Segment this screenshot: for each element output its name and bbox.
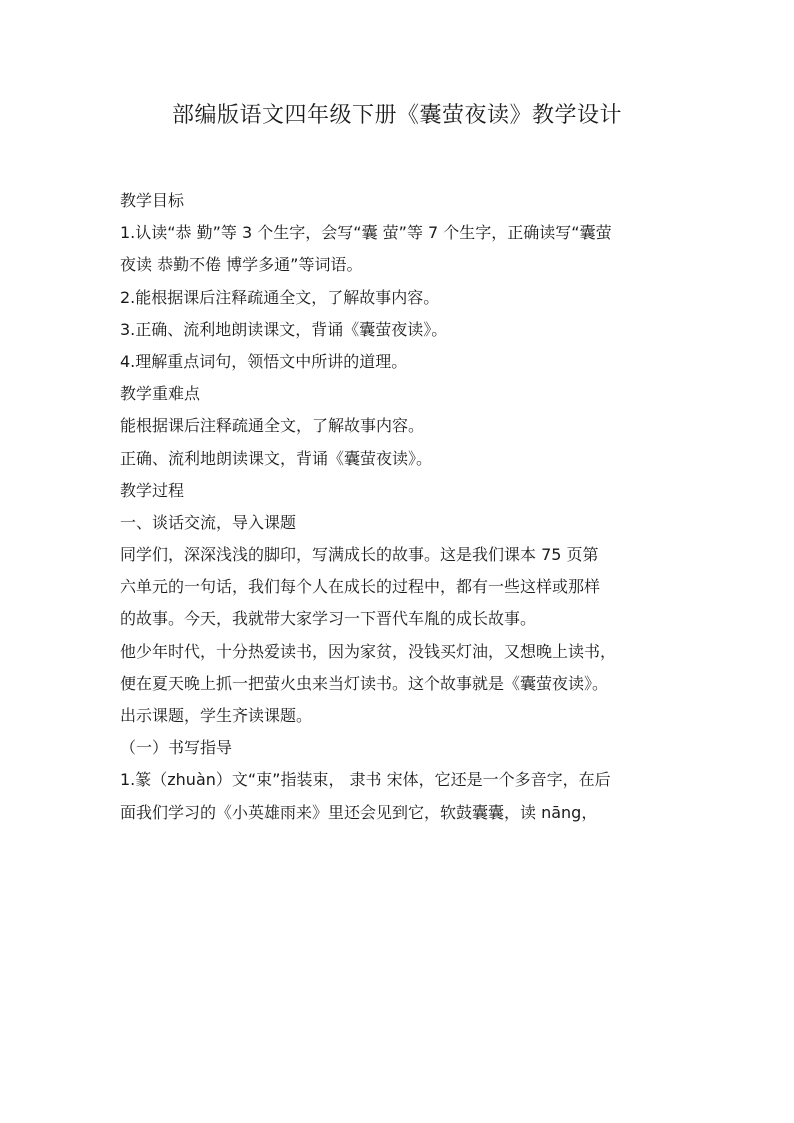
paragraph-line: 的故事。今天，我就带大家学习一下晋代车胤的成长故事。 — [120, 609, 537, 629]
goal-1-line-2: 夜读 恭勤不倦 博学多通”等词语。 — [120, 255, 363, 275]
key-point-1: 能根据课后注释疏通全文，了解故事内容。 — [120, 416, 425, 436]
document-title: 部编版语文四年级下册《囊萤夜读》教学设计 — [171, 103, 622, 128]
paragraph-line: 他少年时代，十分热爱读书，因为家贫，没钱买灯油，又想晚上读书， — [120, 641, 617, 661]
paragraph-line: 六单元的一句话，我们每个人在成长的过程中，都有一些这样或那样 — [120, 577, 601, 597]
process-step-heading: 一、谈话交流，导入课题 — [120, 512, 297, 532]
paragraph-line: 面我们学习的《小英雄雨来》里还会见到它，软鼓囊囊，读 nāng， — [120, 802, 598, 822]
goal-2: 2.能根据课后注释疏通全文，了解故事内容。 — [120, 287, 440, 307]
document-body — [120, 185, 720, 829]
paragraph-line: 1.篆（zhuàn）文“束”指装束， 隶书 宋体，它还是一个多音字，在后 — [120, 770, 611, 790]
section-heading-process: 教学过程 — [120, 480, 185, 500]
subsection-heading: （一）书写指导 — [120, 738, 233, 758]
section-heading-goals: 教学目标 — [120, 191, 185, 210]
paragraph-line: 便在夏天晚上抓一把萤火虫来当灯读书。这个故事就是《囊萤夜读》。 — [120, 673, 609, 693]
goal-1-line-1: 1.认读“恭 勤”等 3 个生字，会写“囊 萤”等 7 个生字，正确读写“囊萤 — [120, 223, 612, 243]
paragraph-line: 出示课题，学生齐读课题。 — [120, 706, 313, 725]
section-heading-key-points: 教学重难点 — [120, 384, 201, 404]
key-point-2: 正确、流利地朗读课文，背诵《囊萤夜读》。 — [120, 448, 433, 468]
goal-4: 4.理解重点词句，领悟文中所讲的道理。 — [120, 351, 408, 371]
goal-3: 3.正确、流利地朗读课文，背诵《囊萤夜读》。 — [120, 319, 448, 339]
paragraph-line: 同学们，深深浅浅的脚印，写满成长的故事。这是我们课本 75 页第 — [120, 545, 599, 565]
